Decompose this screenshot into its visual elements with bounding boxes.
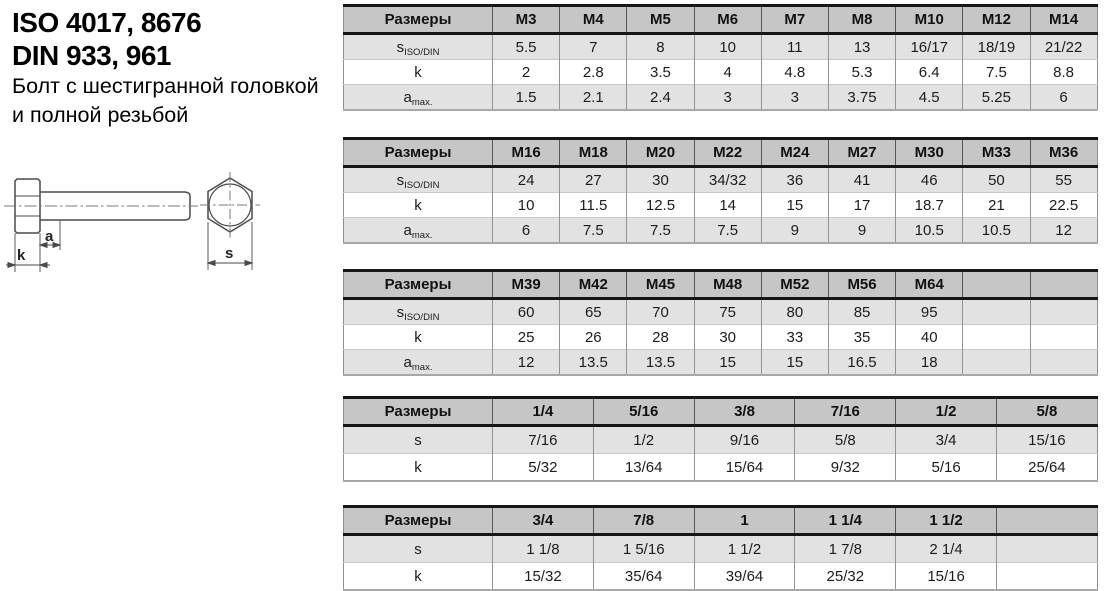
dimension-table-3 — [343, 269, 1098, 376]
size-header-cell: M64 — [896, 271, 963, 299]
row-label-s — [344, 34, 493, 60]
dimension-table-1 — [343, 4, 1098, 111]
dimension-value-cell: 12.5 — [627, 193, 694, 218]
dimension-value-cell: 9/32 — [795, 454, 896, 482]
table-row — [344, 350, 1098, 376]
dimension-value-cell: 24 — [493, 167, 560, 193]
dimension-value-cell: 13.5 — [560, 350, 627, 376]
row-label-subscript: ISO/DIN — [404, 46, 440, 58]
size-header-cell — [996, 507, 1097, 535]
dimension-value-cell: 7.5 — [560, 218, 627, 244]
dimension-value-cell: 7.5 — [694, 218, 761, 244]
dimension-value-cell: 15 — [761, 350, 828, 376]
dimension-value-cell: 15 — [761, 193, 828, 218]
size-header-cell: M20 — [627, 139, 694, 167]
dimension-value-cell: 70 — [627, 299, 694, 325]
row-label-subscript: max. — [411, 361, 433, 373]
dimension-value-cell: 33 — [761, 325, 828, 350]
dimension-value-cell — [996, 563, 1097, 591]
size-header-cell: M10 — [896, 6, 963, 34]
dimension-value-cell: 15/32 — [493, 563, 594, 591]
row-label-s — [344, 535, 493, 563]
dimension-value-cell: 5/16 — [896, 454, 997, 482]
row-label-base: s — [396, 303, 405, 321]
size-header-cell: M16 — [493, 139, 560, 167]
dimension-value-cell: 26 — [560, 325, 627, 350]
row-label-base: s — [396, 38, 405, 56]
table-header-row — [344, 398, 1098, 426]
dimension-value-cell: 65 — [560, 299, 627, 325]
dimension-value-cell: 10 — [694, 34, 761, 60]
dimension-value-cell: 1 7/8 — [795, 535, 896, 563]
dimensions-header-cell: Размеры — [344, 507, 493, 535]
row-label-subscript: ISO/DIN — [404, 179, 440, 191]
table-row — [344, 85, 1098, 111]
dimension-value-cell: 1 1/2 — [694, 535, 795, 563]
size-header-cell: 3/4 — [493, 507, 594, 535]
dimension-value-cell: 2 1/4 — [896, 535, 997, 563]
size-header-cell: M30 — [896, 139, 963, 167]
table-row — [344, 325, 1098, 350]
dimension-value-cell: 10.5 — [896, 218, 963, 244]
dimension-value-cell: 4.5 — [896, 85, 963, 111]
dimension-value-cell: 75 — [694, 299, 761, 325]
table-header-row — [344, 507, 1098, 535]
size-header-cell: 7/8 — [593, 507, 694, 535]
dimension-value-cell: 8 — [627, 34, 694, 60]
size-header-cell: 1/2 — [896, 398, 997, 426]
table-row — [344, 426, 1098, 454]
dimension-value-cell: 13 — [828, 34, 895, 60]
table-row — [344, 535, 1098, 563]
row-label-k — [344, 563, 493, 591]
dimension-value-cell: 13/64 — [593, 454, 694, 482]
row-label-a — [344, 85, 493, 111]
dimension-value-cell: 15/64 — [694, 454, 795, 482]
row-label-subscript: max. — [411, 96, 433, 108]
dimension-value-cell: 30 — [627, 167, 694, 193]
dimension-value-cell: 18 — [896, 350, 963, 376]
row-label-a — [344, 218, 493, 244]
arrowhead — [8, 263, 15, 268]
row-label-s — [344, 299, 493, 325]
dimension-value-cell: 36 — [761, 167, 828, 193]
size-header-cell: M12 — [963, 6, 1030, 34]
row-label-s — [344, 426, 493, 454]
dimension-value-cell: 14 — [694, 193, 761, 218]
table-row — [344, 60, 1098, 85]
dimension-value-cell: 17 — [828, 193, 895, 218]
size-header-cell — [1030, 271, 1097, 299]
dimension-value-cell — [1030, 299, 1097, 325]
size-header-cell: M8 — [828, 6, 895, 34]
row-label-base: a — [403, 221, 412, 239]
dimension-value-cell — [963, 325, 1030, 350]
title-block — [12, 6, 342, 130]
dimension-value-cell: 35/64 — [593, 563, 694, 591]
size-header-cell — [963, 271, 1030, 299]
size-header-cell: M6 — [694, 6, 761, 34]
dimension-value-cell — [963, 299, 1030, 325]
dimension-value-cell: 10.5 — [963, 218, 1030, 244]
table-header-row — [344, 271, 1098, 299]
dimension-value-cell: 3 — [761, 85, 828, 111]
row-label-base: a — [403, 88, 412, 106]
dimension-k — [6, 263, 50, 268]
arrowhead — [245, 261, 252, 266]
arrowhead — [40, 263, 47, 268]
size-header-cell: M7 — [761, 6, 828, 34]
dimension-value-cell: 1 1/8 — [493, 535, 594, 563]
dimension-value-cell: 41 — [828, 167, 895, 193]
size-header-cell: 3/8 — [694, 398, 795, 426]
dimensions-header-cell: Размеры — [344, 139, 493, 167]
dimension-value-cell: 2 — [493, 60, 560, 85]
size-header-cell: 1 1/4 — [795, 507, 896, 535]
dimension-value-cell: 95 — [896, 299, 963, 325]
dimension-value-cell: 15/16 — [896, 563, 997, 591]
dimension-value-cell: 39/64 — [694, 563, 795, 591]
dimension-value-cell: 22.5 — [1030, 193, 1097, 218]
size-header-cell: 1/4 — [493, 398, 594, 426]
dimension-value-cell: 16/17 — [896, 34, 963, 60]
dimension-value-cell: 50 — [963, 167, 1030, 193]
row-label-base: k — [414, 196, 422, 214]
size-header-cell: M14 — [1030, 6, 1097, 34]
arrowhead — [208, 261, 215, 266]
dimension-value-cell: 80 — [761, 299, 828, 325]
dimension-value-cell: 18/19 — [963, 34, 1030, 60]
size-header-cell: M18 — [560, 139, 627, 167]
row-label-a — [344, 350, 493, 376]
product-description-line2: и полной резьбой — [12, 103, 189, 127]
dimension-value-cell: 60 — [493, 299, 560, 325]
size-header-cell: M24 — [761, 139, 828, 167]
size-header-cell: M33 — [963, 139, 1030, 167]
dimension-value-cell: 15 — [694, 350, 761, 376]
row-label-base: k — [414, 328, 422, 346]
bolt-technical-drawing — [2, 170, 282, 280]
dimension-value-cell: 12 — [493, 350, 560, 376]
dimension-value-cell: 55 — [1030, 167, 1097, 193]
size-header-cell: M3 — [493, 6, 560, 34]
dimension-value-cell: 13.5 — [627, 350, 694, 376]
standard-title-iso: ISO 4017, 8676 — [12, 7, 202, 38]
dimension-value-cell: 9/16 — [694, 426, 795, 454]
dimension-value-cell: 21 — [963, 193, 1030, 218]
dimension-value-cell: 1/2 — [593, 426, 694, 454]
dimension-value-cell: 6.4 — [896, 60, 963, 85]
dimension-table-4 — [343, 396, 1098, 482]
dimension-value-cell — [963, 350, 1030, 376]
row-label-k — [344, 325, 493, 350]
row-label-base: a — [403, 353, 412, 371]
size-header-cell: 7/16 — [795, 398, 896, 426]
dimension-value-cell: 28 — [627, 325, 694, 350]
dimension-value-cell: 25/32 — [795, 563, 896, 591]
row-label-base: k — [414, 567, 422, 585]
dimension-value-cell: 16.5 — [828, 350, 895, 376]
table-row — [344, 167, 1098, 193]
dimension-value-cell: 6 — [493, 218, 560, 244]
dimension-value-cell: 3.75 — [828, 85, 895, 111]
dimension-value-cell: 34/32 — [694, 167, 761, 193]
dimension-value-cell: 3.5 — [627, 60, 694, 85]
dimension-value-cell: 2.1 — [560, 85, 627, 111]
dimension-value-cell: 7 — [560, 34, 627, 60]
dimension-value-cell: 25 — [493, 325, 560, 350]
table-header-row — [344, 6, 1098, 34]
dimension-value-cell: 7.5 — [963, 60, 1030, 85]
size-header-cell: 5/16 — [593, 398, 694, 426]
dimension-value-cell: 2.8 — [560, 60, 627, 85]
row-label-base: k — [414, 458, 422, 476]
dimension-value-cell: 12 — [1030, 218, 1097, 244]
size-header-cell: M56 — [828, 271, 895, 299]
size-header-cell: M27 — [828, 139, 895, 167]
dimension-value-cell: 4.8 — [761, 60, 828, 85]
dimension-table-2 — [343, 137, 1098, 244]
dimension-value-cell: 46 — [896, 167, 963, 193]
table-row — [344, 218, 1098, 244]
size-header-cell: 1 — [694, 507, 795, 535]
arrowhead — [53, 243, 60, 248]
size-header-cell: M42 — [560, 271, 627, 299]
dimension-value-cell: 3 — [694, 85, 761, 111]
dimension-value-cell — [1030, 350, 1097, 376]
size-header-cell: M22 — [694, 139, 761, 167]
table-row — [344, 454, 1098, 482]
dimension-value-cell: 3/4 — [896, 426, 997, 454]
dim-label-s: s — [225, 245, 234, 262]
size-header-cell: M4 — [560, 6, 627, 34]
size-header-cell: M48 — [694, 271, 761, 299]
size-header-cell: 1 1/2 — [896, 507, 997, 535]
row-label-base: s — [414, 431, 422, 449]
table-header-row — [344, 139, 1098, 167]
product-description-line1: Болт с шестигранной головкой — [12, 74, 319, 98]
row-label-base: s — [396, 171, 405, 189]
standard-title-din: DIN 933, 961 — [12, 40, 171, 71]
dimension-value-cell: 6 — [1030, 85, 1097, 111]
dimension-value-cell: 5.3 — [828, 60, 895, 85]
dimension-value-cell: 40 — [896, 325, 963, 350]
size-header-cell: M45 — [627, 271, 694, 299]
size-header-cell: M36 — [1030, 139, 1097, 167]
table-row — [344, 563, 1098, 591]
dimension-value-cell: 27 — [560, 167, 627, 193]
dimension-value-cell: 5/32 — [493, 454, 594, 482]
table-row — [344, 299, 1098, 325]
row-label-k — [344, 60, 493, 85]
dim-label-k: k — [17, 247, 26, 264]
dimension-value-cell: 5.25 — [963, 85, 1030, 111]
tables-region — [343, 4, 1097, 591]
dimension-value-cell: 18.7 — [896, 193, 963, 218]
row-label-k — [344, 193, 493, 218]
size-header-cell: M39 — [493, 271, 560, 299]
dimension-value-cell: 21/22 — [1030, 34, 1097, 60]
dimension-value-cell: 1.5 — [493, 85, 560, 111]
dimension-value-cell: 4 — [694, 60, 761, 85]
size-header-cell: M52 — [761, 271, 828, 299]
row-label-subscript: ISO/DIN — [404, 311, 440, 323]
size-header-cell: M5 — [627, 6, 694, 34]
dimension-value-cell: 7.5 — [627, 218, 694, 244]
dimension-value-cell: 8.8 — [1030, 60, 1097, 85]
row-label-base: k — [414, 63, 422, 81]
row-label-k — [344, 454, 493, 482]
dimensions-header-cell: Размеры — [344, 6, 493, 34]
dimension-value-cell: 2.4 — [627, 85, 694, 111]
row-label-base: s — [414, 540, 422, 558]
dimension-value-cell: 15/16 — [996, 426, 1097, 454]
dimensions-header-cell: Размеры — [344, 271, 493, 299]
size-header-cell: 5/8 — [996, 398, 1097, 426]
table-row — [344, 193, 1098, 218]
dimension-value-cell: 85 — [828, 299, 895, 325]
dimension-value-cell — [996, 535, 1097, 563]
dimension-table-5 — [343, 505, 1098, 591]
dimension-value-cell: 25/64 — [996, 454, 1097, 482]
table-row — [344, 34, 1098, 60]
dimensions-header-cell: Размеры — [344, 398, 493, 426]
dimension-value-cell: 11.5 — [560, 193, 627, 218]
dimension-value-cell: 30 — [694, 325, 761, 350]
row-label-subscript: max. — [411, 229, 433, 241]
dimension-value-cell: 35 — [828, 325, 895, 350]
dimension-value-cell: 9 — [828, 218, 895, 244]
dim-label-a: a — [45, 228, 54, 245]
dimension-value-cell: 5.5 — [493, 34, 560, 60]
dimension-value-cell: 9 — [761, 218, 828, 244]
dimension-value-cell — [1030, 325, 1097, 350]
dimension-value-cell: 10 — [493, 193, 560, 218]
dimension-value-cell: 11 — [761, 34, 828, 60]
end-view-centerlines — [200, 172, 260, 238]
dimension-value-cell: 5/8 — [795, 426, 896, 454]
row-label-s — [344, 167, 493, 193]
dimension-value-cell: 7/16 — [493, 426, 594, 454]
dimension-value-cell: 1 5/16 — [593, 535, 694, 563]
